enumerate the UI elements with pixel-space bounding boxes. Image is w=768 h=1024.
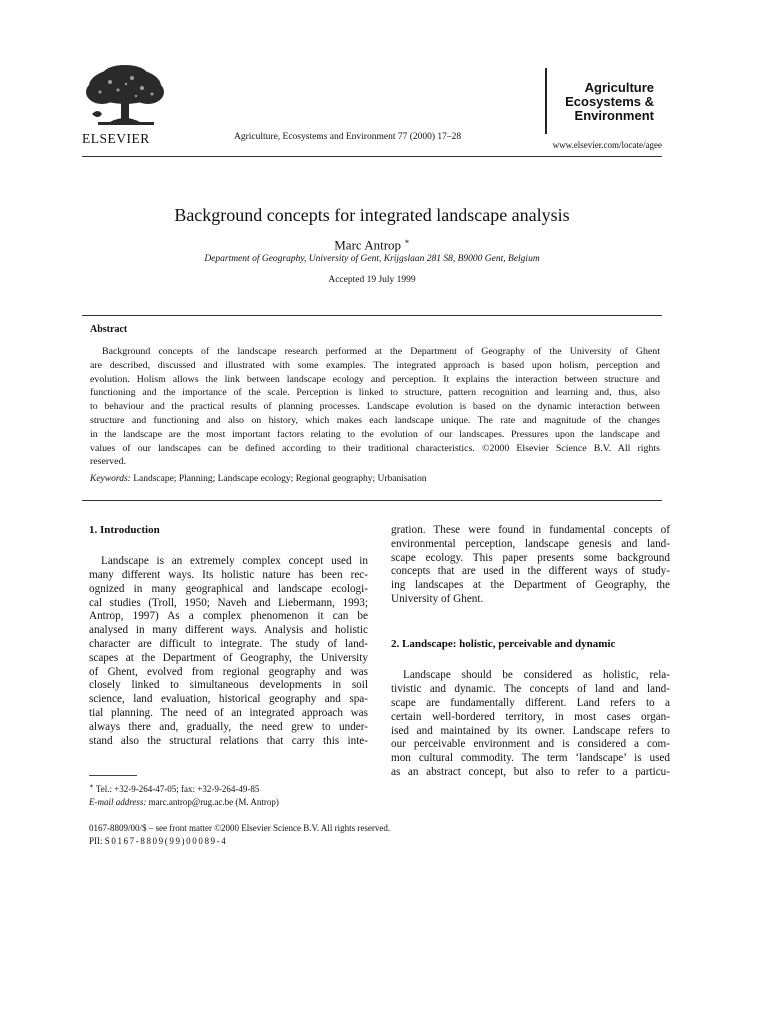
pii-line xyxy=(89,835,390,848)
keywords-label: Keywords: xyxy=(90,474,131,484)
body-line: character are difficult to integrate. The study of land- xyxy=(89,638,368,651)
pii-label: PII: xyxy=(89,836,103,846)
elsevier-tree-icon xyxy=(80,64,170,135)
section-heading: 1. Introduction xyxy=(89,524,160,536)
email-address[interactable]: marc.antrop@rug.ac.be (M. Antrop) xyxy=(148,797,279,807)
body-line: science, land evaluation, historical geography and spa- xyxy=(89,693,368,706)
journal-brand-line: Environment xyxy=(574,108,654,123)
body-line: our perceivable environment and is considered a com- xyxy=(391,738,670,751)
footnote-email-line xyxy=(89,796,279,809)
section-heading: 2. Landscape: holistic, perceivable and dynamic xyxy=(391,638,616,651)
abstract-text xyxy=(90,345,660,469)
issn-line: 0167-8809/00/$ – see front matter ©2000 Elsevier Science B.V. All rights reserved. xyxy=(89,823,391,833)
body-line: many different ways. Its holistic nature has been rec- xyxy=(89,569,368,582)
body-line: cal studies (Troll, 1950; Naveh and Liebermann, 1993; xyxy=(89,596,368,609)
body-line: tial planning. The need of an integrated approach was xyxy=(89,707,368,720)
body-line: of Ghent, evolved from regional geography and was xyxy=(89,665,368,678)
body-line: gration. These were found in fundamental concepts of xyxy=(391,524,670,536)
abstract-line: functioning and the importance of the scale. Perception is linked to structure, pattern recognition and learning and, thus, also xyxy=(90,387,660,399)
footnote-contact xyxy=(89,780,279,796)
body-line: as an abstract concept, but also to refer to a particu- xyxy=(391,765,670,778)
body-line: always there and, gradually, the need grew to under- xyxy=(89,720,368,733)
author-footnote xyxy=(89,780,279,809)
body-line: stand also the structural relations that carry this inte- xyxy=(89,734,368,747)
journal-citation: Agriculture, Ecosystems and Environment 77 (2000) 17–28 xyxy=(234,132,462,142)
accepted-date: Accepted 19 July 1999 xyxy=(328,275,416,285)
abstract-rule xyxy=(82,315,662,316)
footnote-mark: ∗ xyxy=(89,782,94,790)
pii-code: S0167-8809(99)00089-4 xyxy=(104,836,228,846)
body-line: scapes at the Department of Geography, the University xyxy=(89,651,368,664)
abstract-line: are described, discussed and illustrated with some examples. The integrated approach is based upon holism, perception and xyxy=(90,359,660,371)
abstract-line: in the landscape are the most important factors relating to the evolution of our landscapes. Pressures upon the landscape and xyxy=(90,428,660,440)
left-column xyxy=(89,523,368,747)
body-line: ised and maintained by its owner. Landscape refers to xyxy=(391,724,670,737)
body-line: ing landscapes at the Department of Geography, the xyxy=(391,579,670,592)
abstract-heading: Abstract xyxy=(90,324,128,335)
journal-brand xyxy=(545,68,662,134)
body-line: certain well-bordered territory, in most cases organ- xyxy=(391,710,670,723)
email-label: E-mail address: xyxy=(89,797,147,807)
front-matter xyxy=(89,822,390,848)
body-line: scape ecology. This paper presents some background xyxy=(391,551,670,564)
author-name: Marc Antrop xyxy=(334,237,402,253)
abstract-line: Background concepts of the landscape research performed at the Department of Geography of the University of Ghent xyxy=(102,346,660,357)
body-line: Landscape is an extremely complex concept used in xyxy=(101,555,368,568)
footnote-rule xyxy=(89,775,137,776)
body-line: analysed in many different ways. Analysis and holistic xyxy=(89,624,368,637)
body-line: environmental perception, landscape genesis and land- xyxy=(391,537,670,550)
body-line: scape are fundamentally different. Land refers to a xyxy=(391,696,670,709)
abstract-line: reserved. xyxy=(90,456,126,468)
body-line: concepts that are used in the different ways of study- xyxy=(391,565,670,578)
publisher-name: ELSEVIER xyxy=(82,131,150,146)
journal-brand-line: Agriculture xyxy=(584,80,654,95)
body-line: closely linked to simultaneous developments in soil xyxy=(89,679,368,692)
author-affiliation: Department of Geography, University of Gent, Krijgslaan 281 S8, B9000 Gent, Belgium xyxy=(204,254,540,264)
abstract-line: structure and functioning and also on history, which makes each landscape unique. The rate and magnitude of the changes xyxy=(90,414,660,426)
abstract-line: evolution. Holism allows the link between landscape ecology and perception. It explains the interaction between structure and xyxy=(90,373,660,385)
footnote-phone: Tel.: +32-9-264-47-05; fax: +32-9-264-49-85 xyxy=(95,784,260,794)
body-rule xyxy=(82,500,662,501)
abstract-line: to behaviour and the practical results of planning processes. Landscape evolution is based on the dynamic interaction between xyxy=(90,401,660,413)
article-title: Background concepts for integrated landscape analysis xyxy=(174,205,570,225)
body-line: Landscape should be considered as holistic, rela- xyxy=(403,669,670,682)
journal-brand-line: Ecosystems & xyxy=(565,94,654,109)
body-line: Antrop, 1997) As a complex phenomenon it can be xyxy=(89,610,368,623)
header-rule xyxy=(82,156,662,157)
body-line: tivistic and dynamic. The concepts of land and land- xyxy=(391,683,670,696)
abstract-line: values of our landscapes can be defined according to their traditional characteristics. ©2000 Elsevier Science B.V. All rights xyxy=(90,442,660,454)
body-line: University of Ghent. xyxy=(391,592,484,605)
author-line xyxy=(82,237,662,253)
journal-url[interactable]: www.elsevier.com/locate/agee xyxy=(552,140,662,150)
body-line: ognized in many geographical and landscape ecologi- xyxy=(89,582,368,595)
keywords-list: Landscape; Planning; Landscape ecology; Regional geography; Urbanisation xyxy=(133,474,427,484)
author-footnote-mark: ∗ xyxy=(404,237,410,246)
body-line: mon cultural commodity. The term ‘landscape’ is used xyxy=(391,752,670,765)
keywords xyxy=(90,474,427,484)
right-column xyxy=(391,523,670,779)
